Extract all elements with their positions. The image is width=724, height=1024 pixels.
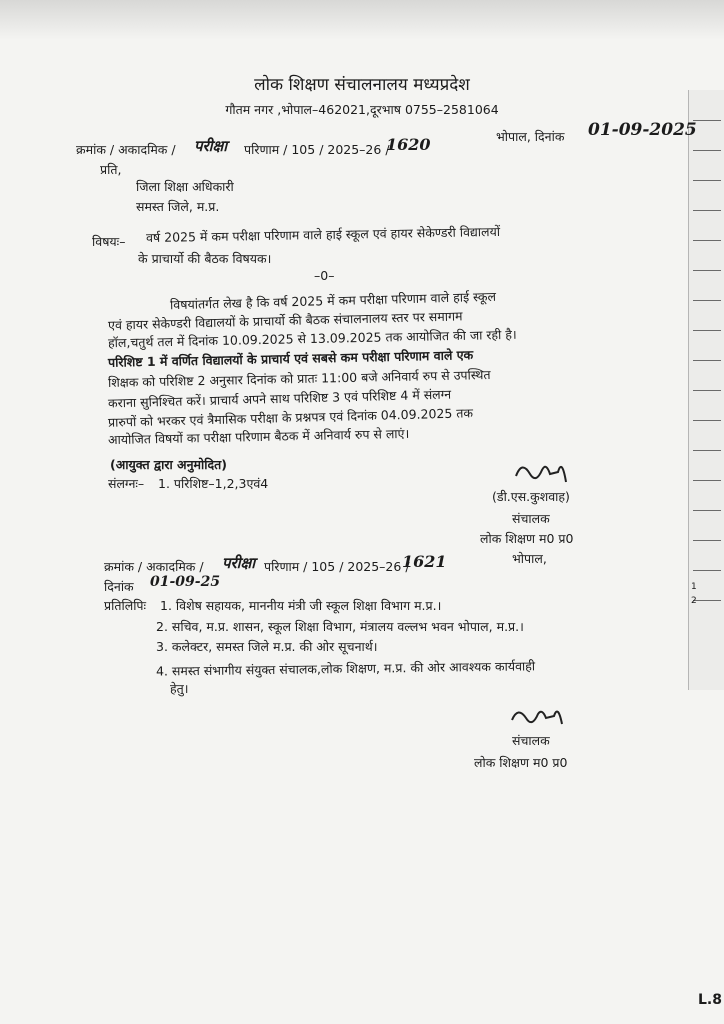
office-address: गौतम नगर ,भोपाल–462021,दूरभाष 0755–2581064	[225, 102, 499, 117]
copy-ref-handwritten-number: 1621	[402, 552, 447, 571]
date-label: भोपाल, दिनांक	[496, 129, 565, 144]
page-edge-number: L.8	[698, 992, 722, 1008]
ref-handwritten-section: परीक्षा	[194, 137, 228, 155]
body-line-2: एवं हायर सेकेण्डरी विद्यालयों के प्राचार्यो की बैठक संचालनालय स्तर पर समागम	[107, 308, 463, 333]
copy-date-handwritten: 01-09-25	[150, 574, 221, 590]
copy-date-label: दिनांक	[104, 579, 134, 594]
strip-number-1: 1	[691, 582, 697, 592]
subject-label: विषयः–	[92, 234, 126, 249]
body-line-7: प्रारुपों को भरकर एवं त्रैमासिक परीक्षा के प्रश्नपत्र एवं दिनांक 04.09.2025 तक	[107, 405, 474, 430]
signature-scribble-2	[508, 700, 568, 732]
signatory-office: लोक शिक्षण म0 प्र0	[480, 531, 574, 546]
body-line-3: हॉल,चतुर्थ तल में दिनांक 10.09.2025 से 13.09.2025 तक आयोजित की जा रही है।	[107, 326, 517, 351]
approval-note: (आयुक्त द्वारा अनुमोदित)	[110, 457, 227, 472]
copy-signatory-title: संचालक	[512, 733, 550, 748]
scan-shadow	[0, 0, 724, 40]
cc-item-2: 2. सचिव, म.प्र. शासन, स्कूल शिक्षा विभाग, मंत्रालय वल्लभ भवन भोपाल, म.प्र.।	[156, 619, 524, 634]
subject-line-2: के प्राचार्यो की बैठक विषयक।	[138, 251, 272, 266]
recipient-line-1: जिला शिक्षा अधिकारी	[136, 179, 234, 194]
enclosure-label: संलग्नः–	[108, 476, 145, 491]
body-line-4: परिशिष्ट 1 में वर्णित विद्यालयों के प्राचार्य एवं सबसे कम परीक्षा परिणाम वाले एक	[107, 347, 474, 370]
copy-signatory-office: लोक शिक्षण म0 प्र0	[474, 755, 568, 770]
subject-line-1: वर्ष 2025 में कम परीक्षा परिणाम वाले हाई स्कूल एवं हायर सेकेण्डरी विद्यालयों	[145, 223, 501, 246]
office-name: लोक शिक्षण संचालनालय मध्यप्रदेश	[254, 75, 470, 95]
signatory-title: संचालक	[512, 511, 550, 526]
cc-label: प्रतिलिपिः	[104, 598, 147, 613]
body-line-8: आयोजित विषयों का परीक्षा परिणाम बैठक में अनिवार्य रुप से लाएं।	[107, 425, 410, 448]
cc-item-3: 3. कलेक्टर, समस्त जिले म.प्र. की ओर सूचनार्थ।	[156, 639, 378, 654]
body-line-1: विषयांतर्गत लेख है कि वर्ष 2025 में कम परीक्षा परिणाम वाले हाई स्कूल	[169, 288, 497, 313]
body-line-6: कराना सुनिश्चित करें। प्राचार्य अपने साथ परिशिष्ट 3 एवं परिशिष्ट 4 में संलग्न	[107, 386, 452, 411]
cc-item-4: 4. समस्त संभागीय संयुक्त संचालक,लोक शिक्षण, म.प्र. की ओर आवश्यक कार्यवाही	[155, 658, 536, 679]
strip-number-2: 2	[691, 596, 697, 606]
separator: –0–	[314, 268, 335, 283]
copy-ref-prefix: क्रमांक / अकादमिक /	[104, 559, 204, 574]
cc-item-1: 1. विशेष सहायक, माननीय मंत्री जी स्कूल शिक्षा विभाग म.प्र.।	[160, 598, 442, 613]
ref-middle: परिणाम / 105 / 2025–26 /	[244, 142, 390, 157]
copy-ref-middle: परिणाम / 105 / 2025–26 /	[264, 559, 410, 574]
signatory-name: (डी.एस.कुशवाह)	[492, 489, 570, 504]
signatory-city: भोपाल,	[512, 551, 547, 566]
cc-item-4-cont: हेतु।	[170, 681, 189, 696]
ref-prefix: क्रमांक / अकादमिक /	[76, 142, 176, 157]
recipient-line-2: समस्त जिले, म.प्र.	[136, 199, 220, 214]
enclosure-text: 1. परिशिष्ट–1,2,3एवं4	[158, 476, 269, 491]
copy-ref-handwritten-section: परीक्षा	[222, 554, 256, 572]
ref-handwritten-number: 1620	[386, 135, 431, 154]
to-label: प्रति,	[100, 162, 122, 177]
date-handwritten: 01-09-2025	[588, 120, 697, 140]
body-line-5: शिक्षक को परिशिष्ट 2 अनुसार दिनांक को प्रातः 11:00 बजे अनिवार्य रुप से उपस्थित	[107, 366, 491, 391]
underlying-paper-edge	[688, 90, 724, 690]
signature-scribble-1	[512, 454, 572, 488]
